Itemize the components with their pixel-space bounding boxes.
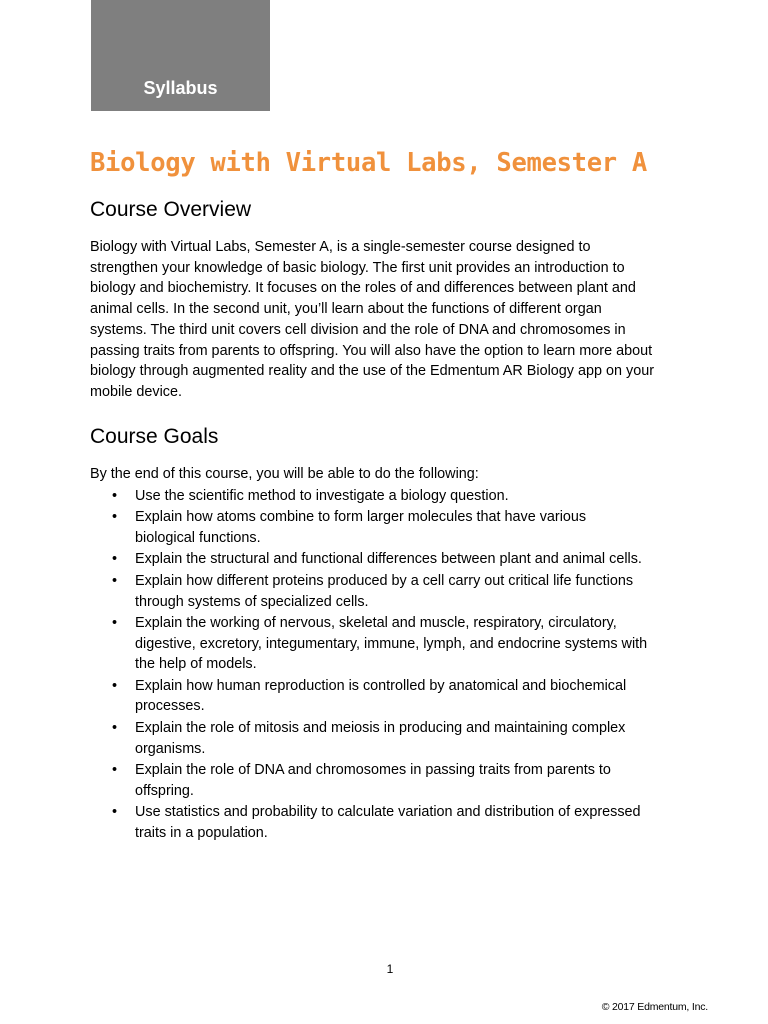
goal-text-line: Explain how human reproduction is controlled by anatomical and biochemical [135, 677, 627, 694]
overview-line: biology through augmented reality and the use of the Edmentum AR Biology app on your [90, 363, 654, 380]
goal-text-line: Explain the working of nervous, skeletal and muscle, respiratory, circulatory, [135, 614, 617, 631]
course-goals-list [90, 486, 690, 844]
overview-line: Biology with Virtual Labs, Semester A, is a single-semester course designed to [90, 239, 591, 255]
bullet-icon: • [112, 761, 118, 778]
overview-line: systems. The third unit covers cell division and the role of DNA and chromosomes in [90, 321, 626, 338]
syllabus-tab-label: Syllabus [143, 78, 218, 98]
goal-list-item [90, 760, 690, 801]
goal-list-item [90, 549, 690, 570]
course-goals-intro: By the end of this course, you will be able to do the following: [90, 466, 479, 482]
overview-line: biology and biochemistry. It focuses on the roles of and differences between plant and [90, 280, 636, 297]
page-number: 1 [386, 962, 394, 976]
goal-text-line: biological functions. [135, 530, 261, 547]
bullet-icon: • [112, 804, 118, 821]
bullet-icon: • [112, 614, 118, 631]
bullet-icon: • [112, 509, 118, 526]
bullet-icon: • [112, 488, 118, 504]
bullet-icon: • [112, 719, 118, 736]
goal-list-item [90, 613, 690, 675]
goal-list-item [90, 486, 690, 507]
goal-text-line: organisms. [135, 740, 206, 757]
overview-line: strengthen your knowledge of basic biology. The first unit provides an introduction to [90, 259, 625, 276]
bullet-icon: • [112, 677, 118, 694]
course-overview-paragraph [90, 237, 690, 403]
goal-text-line: through systems of specialized cells. [135, 593, 369, 610]
course-overview-heading: Course Overview [90, 198, 252, 221]
bullet-icon: • [112, 572, 118, 589]
overview-line: mobile device. [90, 383, 182, 400]
goal-text-line: processes. [135, 698, 205, 715]
goal-text-line: Use the scientific method to investigate a biology question. [135, 488, 509, 504]
goal-text-line: traits in a population. [135, 824, 268, 841]
course-goals-heading: Course Goals [90, 425, 219, 448]
bullet-icon: • [112, 551, 118, 568]
goal-text-line: Explain the structural and functional differences between plant and animal cells. [135, 551, 642, 568]
goal-list-item [90, 676, 690, 717]
overview-line: animal cells. In the second unit, you’ll learn about the functions of different organ [90, 301, 602, 318]
syllabus-tab [91, 0, 270, 111]
goal-text-line: the help of models. [135, 656, 257, 673]
goal-text-line: digestive, excretory, integumentary, immune, lymph, and endocrine systems with [135, 635, 648, 652]
overview-line: passing traits from parents to offspring. You will also have the option to learn more about [90, 342, 653, 359]
goal-list-item [90, 507, 690, 548]
goal-text-line: Use statistics and probability to calculate variation and distribution of expressed [135, 804, 641, 821]
goal-text-line: Explain how atoms combine to form larger molecules that have various [135, 509, 587, 526]
goal-text-line: Explain how different proteins produced by a cell carry out critical life functions [135, 572, 634, 589]
goal-list-item [90, 802, 690, 843]
goal-text-line: offspring. [135, 782, 194, 799]
goal-list-item [90, 571, 690, 612]
goal-list-item [90, 718, 690, 759]
course-title: Biology with Virtual Labs, Semester A [90, 148, 647, 178]
copyright-notice: © 2017 Edmentum, Inc. [601, 1001, 708, 1013]
goal-text-line: Explain the role of mitosis and meiosis in producing and maintaining complex [135, 719, 626, 736]
goal-text-line: Explain the role of DNA and chromosomes in passing traits from parents to [135, 761, 611, 778]
